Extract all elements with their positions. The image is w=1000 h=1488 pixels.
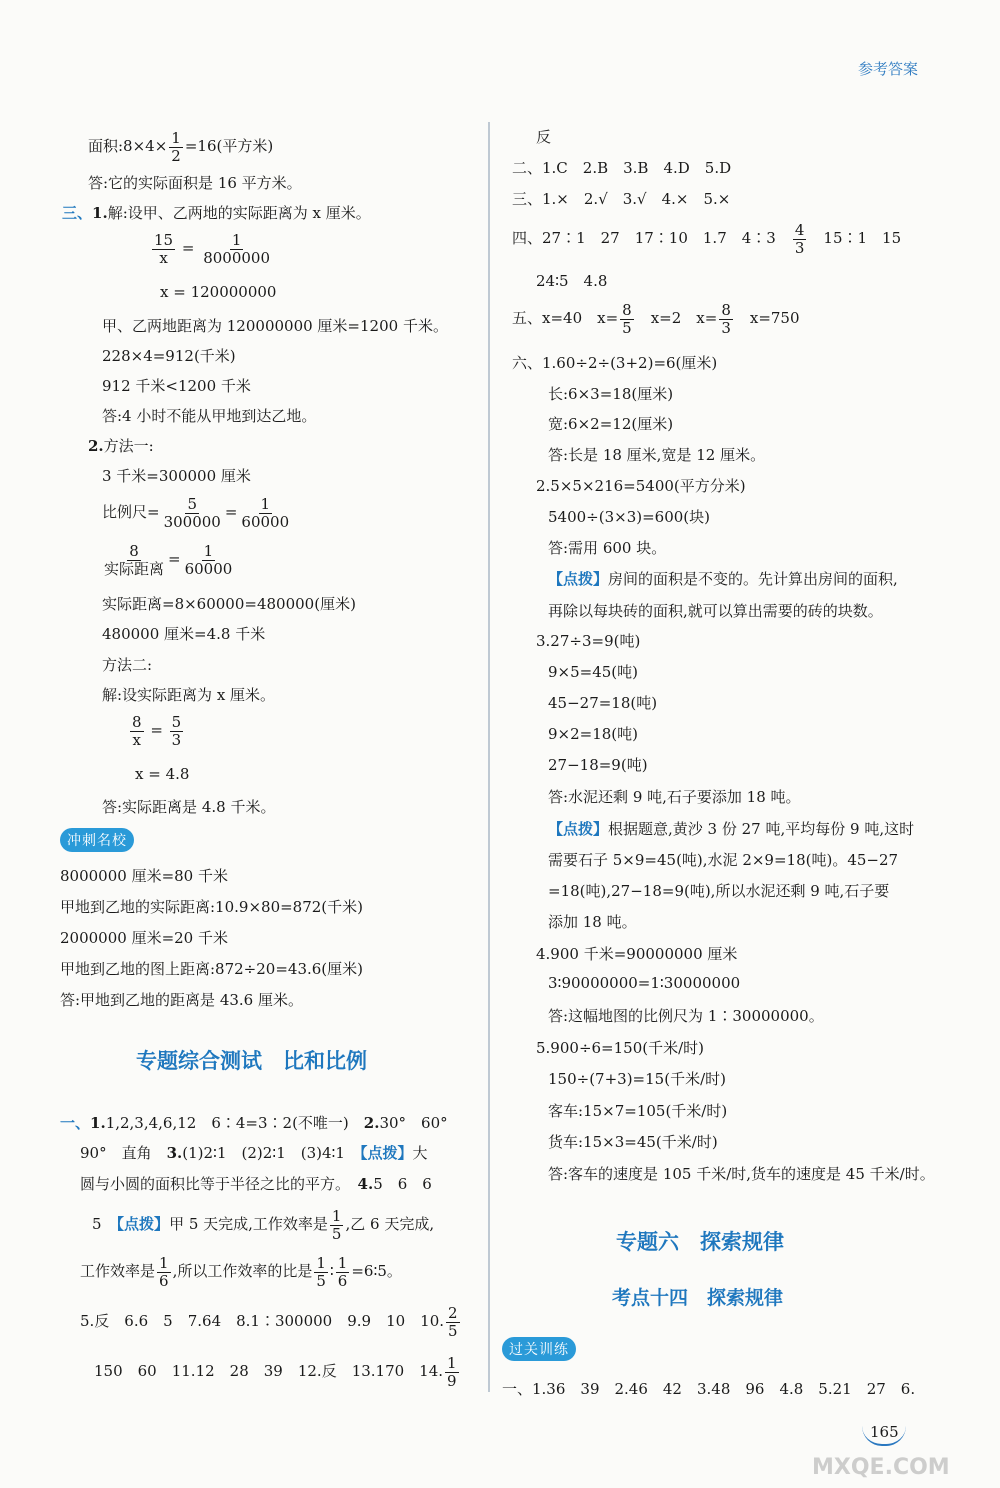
text-line: 反	[536, 128, 552, 146]
text-line: 150 60 11.12 28 39 12.反 13.170 14. $\frac{1}{9}$	[94, 1354, 457, 1390]
text-line: 3∶90000000=1∶30000000	[548, 974, 741, 992]
text-line: 480000 厘米=4.8 千米	[102, 625, 266, 643]
text-line: 3 千米=300000 厘米	[102, 467, 251, 485]
text-line: 再除以每块砖的面积,就可以算出需要的砖的块数。	[548, 602, 883, 620]
text-line: 5 【点拨】甲 5 天完成,工作效率是 $\frac{1}{5}$ ,乙 6 天完成,	[92, 1207, 435, 1243]
text-line: 一、1.36 39 2.46 42 3.48 96 4.8 5.21 27 6.	[502, 1380, 916, 1398]
text-line: 228×4=912(千米)	[102, 347, 236, 365]
text-line: 5.反 6.6 5 7.64 8.1∶300000 9.9 10 10. $\frac{2}{5}$	[80, 1304, 458, 1340]
text-line: 二、1.C 2.B 3.B 4.D 5.D	[512, 159, 732, 177]
text-line: 答:4 小时不能从甲地到达乙地。	[102, 407, 317, 425]
text-line: 三、1.× 2.√ 3.√ 4.× 5.×	[512, 190, 731, 208]
text-line: 3.27÷3=9(吨)	[536, 632, 641, 650]
text-line: 五、x=40 x= $\frac{8}{5}$ x=2 x= $\frac{8}{3}$ x=750	[512, 301, 800, 337]
text-line: 答:长是 18 厘米,宽是 12 厘米。	[548, 446, 766, 464]
text-line: x = 4.8	[135, 765, 190, 783]
text-line: 答:它的实际面积是 16 平方米。	[88, 174, 302, 192]
area-line: 面积:8×4× $\frac{1}{2}$ =16(平方米)	[88, 129, 274, 165]
section-pill: 冲刺名校	[60, 828, 134, 852]
text-line: 四、27∶1 27 17∶10 1.7 4∶3 $\frac{4}{3}$ 15∶1 15	[512, 221, 902, 257]
page-number: 165	[870, 1423, 899, 1441]
text-line: 六、1.60÷2÷(3+2)=6(厘米)	[512, 354, 718, 372]
text-line: 24∶5 4.8	[536, 272, 608, 290]
text-line: 答:甲地到乙地的距离是 43.6 厘米。	[60, 991, 303, 1009]
tip-line: 【点拨】房间的面积是不变的。先计算出房间的面积,	[548, 570, 898, 588]
text-line: 甲地到乙地的图上距离:872÷20=43.6(厘米)	[60, 960, 364, 978]
text-line: 一、1.1,2,3,4,6,12 6∶4=3∶2(不唯一) 2.30° 60°	[60, 1114, 448, 1132]
text-line: 工作效率是 $\frac{1}{6}$ ,所以工作效率的比是 $\frac{1}{5}$ ∶ $\frac{1}{6}$ =6∶5。	[80, 1254, 402, 1290]
text-line: =18(吨),27−18=9(吨),所以水泥还剩 9 吨,石子要	[548, 882, 890, 900]
text-line: 5.900÷6=150(千米/时)	[536, 1039, 705, 1057]
text-line: 912 千米<1200 千米	[102, 377, 251, 395]
text-line: 宽:6×2=12(厘米)	[548, 415, 674, 433]
equation: $\frac{8}{x}$ = $\frac{5}{3}$	[132, 713, 182, 749]
text-line: x = 120000000	[160, 283, 277, 301]
text-line: 答:水泥还剩 9 吨,石子要添加 18 吨。	[548, 788, 801, 806]
text-line: 长:6×3=18(厘米)	[548, 385, 674, 403]
text-line: 甲地到乙地的实际距离:10.9×80=872(千米)	[60, 898, 364, 916]
text-line: 8000000 厘米=80 千米	[60, 867, 228, 885]
text-line: 答:这幅地图的比例尺为 1∶30000000。	[548, 1007, 824, 1025]
watermark: MXQE.COM	[812, 1455, 950, 1480]
column-divider	[488, 122, 490, 1392]
tip-line: 【点拨】根据题意,黄沙 3 份 27 吨,平均每份 9 吨,这时	[548, 820, 915, 838]
section-title: 专题六 探索规律	[616, 1230, 784, 1254]
text-line: 2.5×5×216=5400(平方分米)	[536, 477, 746, 495]
text-line: 实际距离=8×60000=480000(厘米)	[102, 595, 356, 613]
text-line: 货车:15×3=45(千米/时)	[548, 1133, 718, 1151]
equation: $\frac{15}{x}$ = $\frac{1}{8000000}$	[154, 231, 271, 267]
equation: 比例尺= $\frac{5}{300000}$ = $\frac{1}{60000}$	[102, 495, 290, 531]
text-line: 添加 18 吨。	[548, 913, 637, 931]
text-line: 5400÷(3×3)=600(块)	[548, 508, 711, 526]
fraction: $\frac{1}{2}$	[171, 129, 181, 165]
text-line: 答:实际距离是 4.8 千米。	[102, 798, 276, 816]
text-line: 9×2=18(吨)	[548, 725, 639, 743]
text-line: 90° 直角 3.(1)2∶1 (2)2∶1 (3)4∶1 【点拨】大	[80, 1144, 428, 1162]
text-line: 4.900 千米=90000000 厘米	[536, 945, 738, 963]
text-line: 甲、乙两地距离为 120000000 厘米=1200 千米。	[102, 317, 448, 335]
text-line: 圆与小圆的面积比等于半径之比的平方。 4.5 6 6	[80, 1175, 432, 1193]
text-line: 解:设实际距离为 x 厘米。	[102, 686, 276, 704]
text-line: 方法二:	[102, 656, 153, 674]
text-line: 45−27=18(吨)	[548, 694, 658, 712]
text-line: 27−18=9(吨)	[548, 756, 648, 774]
section-title: 专题综合测试 比和比例	[136, 1049, 367, 1073]
section-pill: 过关训练	[502, 1337, 576, 1361]
text-line: 2.方法一:	[88, 437, 154, 455]
text-line: 答:需用 600 块。	[548, 539, 667, 557]
subsection-title: 考点十四 探索规律	[612, 1287, 784, 1309]
header-title: 参考答案	[858, 60, 919, 78]
text-line: 答:客车的速度是 105 千米/时,货车的速度是 45 千米/时。	[548, 1165, 935, 1183]
text-line: 需要石子 5×9=45(吨),水泥 2×9=18(吨)。45−27	[548, 851, 899, 869]
text-line: 三、1.解:设甲、乙两地的实际距离为 x 厘米。	[62, 204, 371, 222]
text-line: 150÷(7+3)=15(千米/时)	[548, 1070, 726, 1088]
equation: $\frac{8}{\text{实际距离}}$ = $\frac{1}{60000}$	[104, 542, 233, 578]
text-line: 客车:15×7=105(千米/时)	[548, 1102, 728, 1120]
text-line: 9×5=45(吨)	[548, 663, 639, 681]
text-line: 2000000 厘米=20 千米	[60, 929, 228, 947]
